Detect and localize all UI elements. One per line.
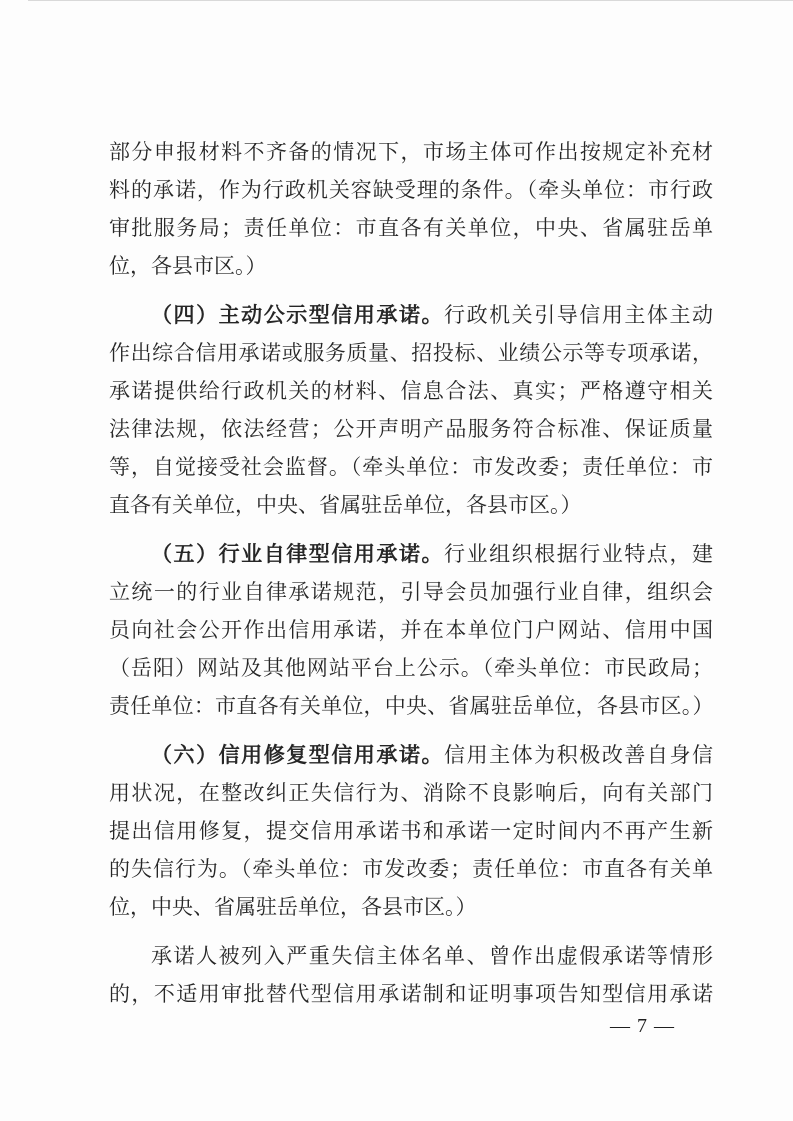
body-text: 立统一的行业自律承诺规范，引导会员加强行业自律，组织会 [109, 580, 713, 604]
body-text: 责任单位：市直各有关单位，中央、省属驻岳单位，各县市区。） [109, 694, 713, 718]
paragraph [109, 296, 713, 524]
body-text: 料的承诺，作为行政机关容缺受理的条件。（牵头单位：市行政 [109, 178, 713, 202]
body-text: 的，不适用审批替代型信用承诺制和证明事项告知型信用承诺 [109, 982, 713, 1006]
body-text: 的失信行为。（牵头单位：市发改委；责任单位：市直各有关单 [109, 857, 713, 881]
text-line [109, 535, 713, 573]
text-line [109, 937, 713, 975]
paragraph [109, 133, 713, 285]
section-heading: （五）行业自律型信用承诺。 [151, 543, 445, 566]
text-line [109, 687, 713, 725]
text-line [109, 812, 713, 850]
body-text: 员向社会公开作出信用承诺，并在本单位门户网站、信用中国 [109, 618, 713, 642]
document-body [109, 133, 713, 1024]
body-text: 承诺人被列入严重失信主体名单、曾作出虚假承诺等情形 [151, 944, 713, 968]
paragraph [109, 535, 713, 725]
body-text: 用状况，在整改纠正失信行为、消除不良影响后，向有关部门 [109, 781, 713, 805]
body-text: 行政机关引导信用主体主动 [444, 303, 714, 327]
body-text: 提出信用修复，提交信用承诺书和承诺一定时间内不再产生新 [109, 819, 713, 843]
text-line [109, 372, 713, 410]
text-line [109, 888, 713, 926]
body-text: 法律法规，依法经营；公开声明产品服务符合标准、保证质量 [109, 417, 713, 441]
text-line [109, 850, 713, 888]
section-heading: （六）信用修复型信用承诺。 [151, 744, 445, 767]
text-line [109, 736, 713, 774]
body-text: 作出综合信用承诺或服务质量、招投标、业绩公示等专项承诺， [109, 341, 713, 365]
text-line [109, 774, 713, 812]
text-line [109, 410, 713, 448]
body-text: （岳阳）网站及其他网站平台上公示。（牵头单位：市民政局； [109, 656, 713, 680]
paragraph [109, 937, 713, 1013]
scan-edge-line [28, 0, 793, 1]
section-heading: （四）主动公示型信用承诺。 [151, 304, 445, 327]
body-text: 等，自觉接受社会监督。（牵头单位：市发改委；责任单位：市 [109, 455, 713, 479]
body-text: 承诺提供给行政机关的材料、信息合法、真实；严格遵守相关 [109, 379, 713, 403]
text-line [109, 247, 713, 285]
text-line [109, 975, 713, 1013]
body-text: 行业组织根据行业特点，建 [444, 542, 714, 566]
body-text: 部分申报材料不齐备的情况下，市场主体可作出按规定补充材 [109, 140, 713, 164]
page-number: — 7 — [610, 1015, 675, 1037]
text-line [109, 448, 713, 486]
text-line [109, 486, 713, 524]
text-line [109, 611, 713, 649]
body-text: 位，中央、省属驻岳单位，各县市区。） [109, 895, 477, 919]
body-text: 审批服务局；责任单位：市直各有关单位，中央、省属驻岳单 [109, 216, 713, 240]
text-line [109, 133, 713, 171]
text-line [109, 334, 713, 372]
body-text: 直各有关单位，中央、省属驻岳单位，各县市区。） [109, 493, 582, 517]
text-line [109, 171, 713, 209]
text-line [109, 296, 713, 334]
paragraph [109, 736, 713, 926]
text-line [109, 573, 713, 611]
text-line [109, 649, 713, 687]
body-text: 位，各县市区。） [109, 254, 267, 278]
body-text: 信用主体为积极改善自身信 [444, 743, 714, 767]
text-line [109, 209, 713, 247]
